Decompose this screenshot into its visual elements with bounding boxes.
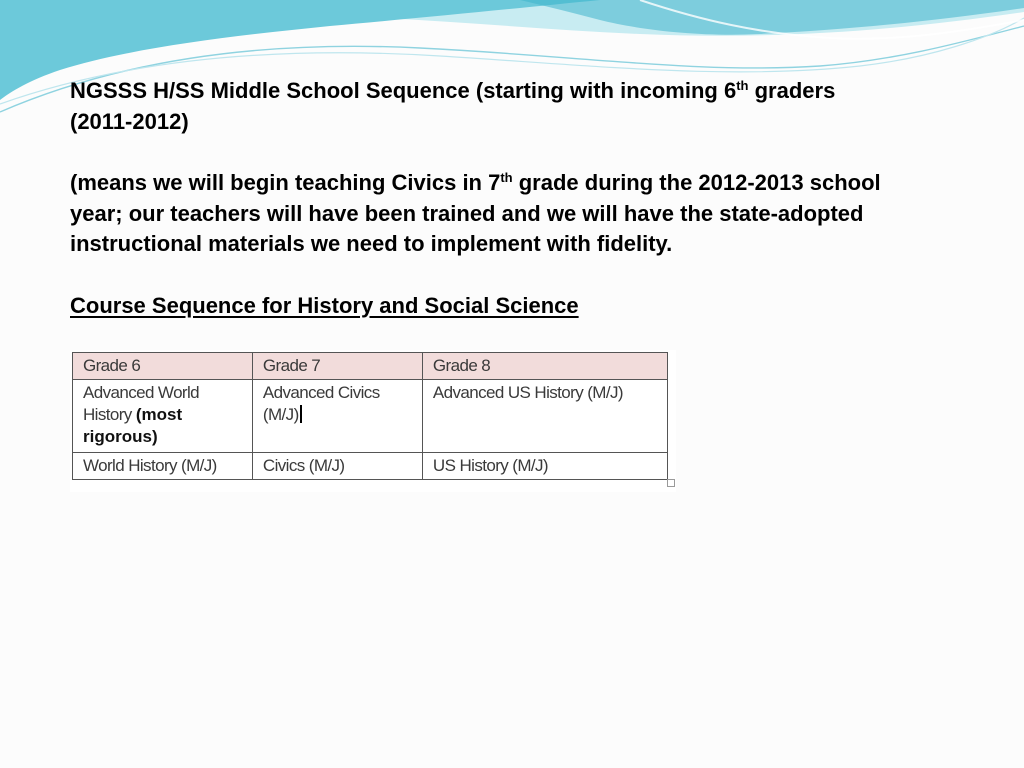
cell-standard-grade7: Civics (M/J) [252, 453, 422, 480]
header-cell-grade6: Grade 6 [73, 353, 253, 380]
paragraph-spacer [70, 137, 900, 168]
cell-advanced-grade7: Advanced Civics (M/J) [252, 380, 422, 453]
course-table-image[interactable] [70, 350, 676, 492]
resize-handle[interactable] [667, 479, 675, 487]
paragraph-spacer [70, 260, 900, 291]
table-row-standard [73, 453, 668, 480]
explanation-paragraph: (means we will begin teaching Civics in 7th grade during the 2012-2013 school year; our teachers will have been trained and we will have the state-adopted instructional materials we need to implement with fidelity. [70, 170, 881, 256]
superscript-th: th [500, 170, 513, 185]
text-cursor [300, 405, 302, 423]
header-cell-grade7: Grade 7 [252, 353, 422, 380]
cell-standard-grade8: US History (M/J) [422, 453, 667, 480]
cell-advanced-grade8: Advanced US History (M/J) [422, 380, 667, 453]
cell-standard-grade6: World History (M/J) [73, 453, 253, 480]
header-cell-grade8: Grade 8 [422, 353, 667, 380]
most-rigorous-note: (most rigorous) [83, 405, 183, 446]
cell-advanced-grade6: Advanced World History (most rigorous) [73, 380, 253, 453]
intro-paragraph: NGSSS H/SS Middle School Sequence (starting with incoming 6th graders (2011-2012) [70, 78, 836, 134]
table-row-advanced [73, 380, 668, 453]
course-sequence-table [72, 352, 668, 480]
section-heading: Course Sequence for History and Social Science [70, 292, 579, 318]
superscript-th: th [736, 78, 749, 93]
table-header-row [73, 353, 668, 380]
slide-body [70, 76, 900, 321]
